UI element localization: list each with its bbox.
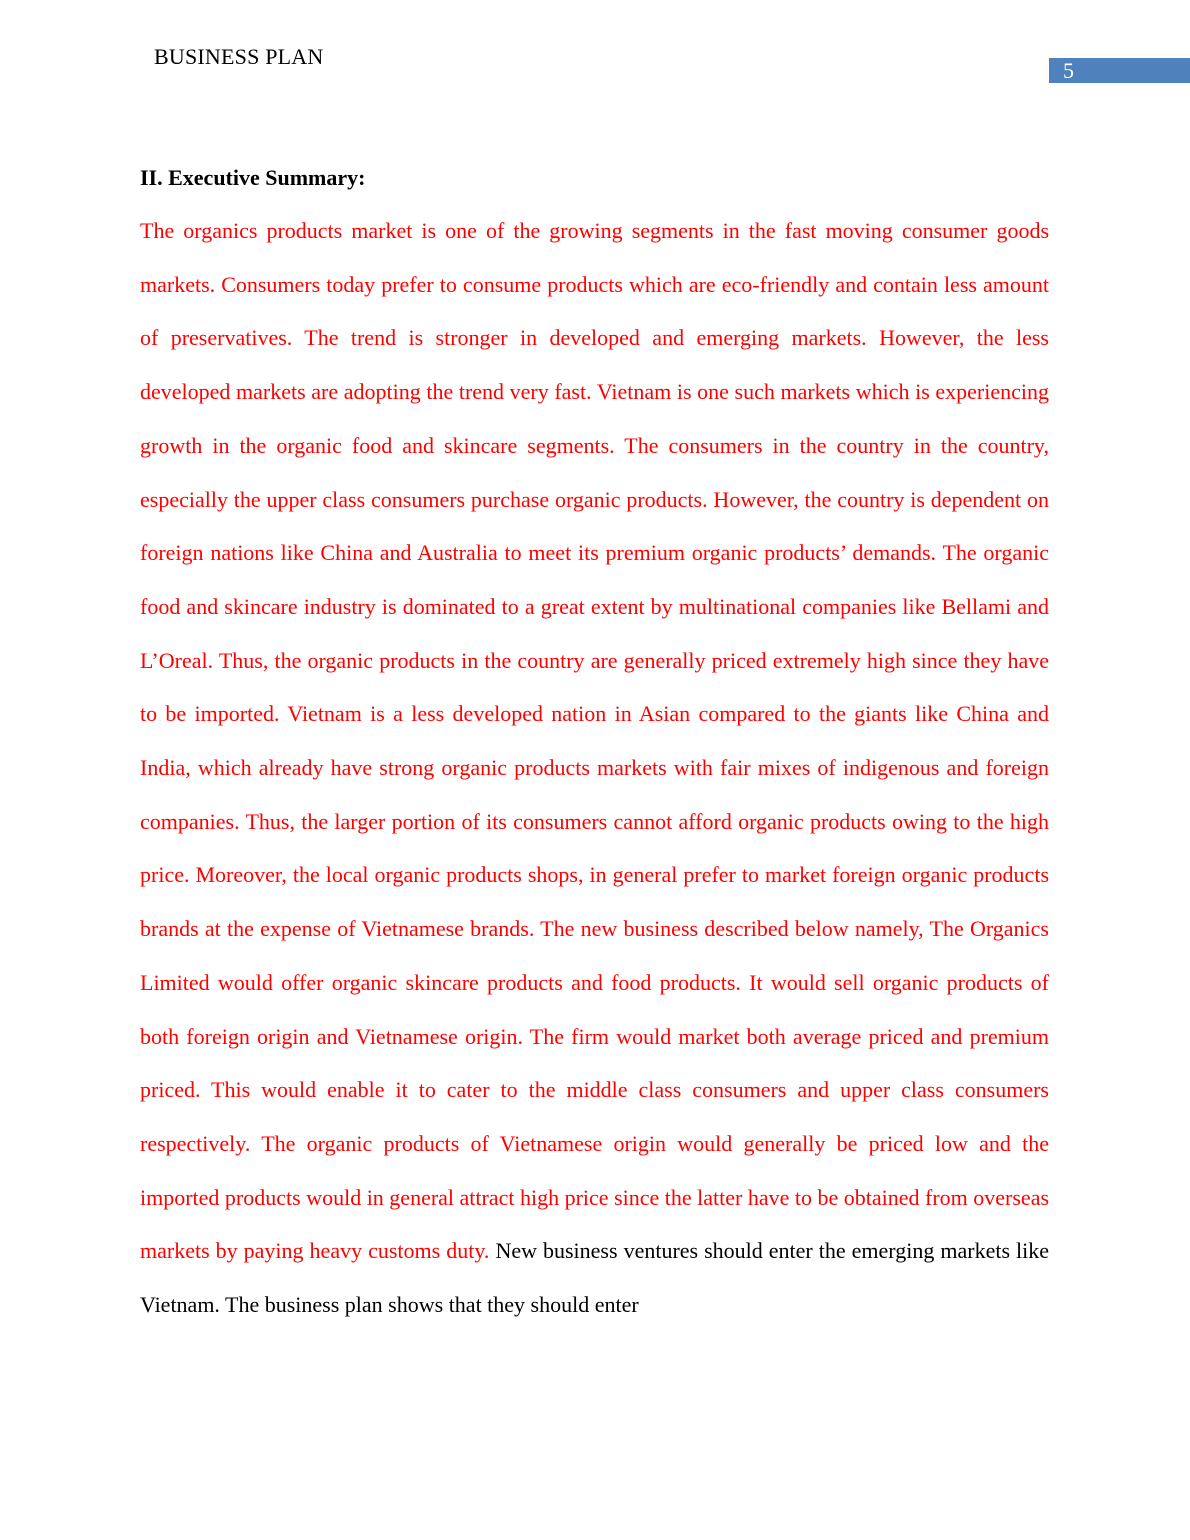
highlighted-text: The organics products market is one of the growing segments in the fast moving consumer goods markets. Consumers today prefer to consume products which are eco-friendly and contain less amount of preservatives. The trend is stronger in developed and emerging markets. However, the less developed markets are adopting the trend very fast. Vietnam is one such markets which is experiencing growth in the organic food and skincare segments. The consumers in the country in the country, especially the upper class consumers purchase organic products. However, the country is dependent on foreign nations like China and Australia to meet its premium organic products’ demands. The organic food and skincare industry is dominated to a great extent by multinational companies like Bellami and L’Oreal. Thus, the organic products in the country are generally priced extremely high since they have to be imported. Vietnam is a less developed nation in Asian compared to the giants like China and India, which already have strong organic products markets with fair mixes of indigenous and foreign companies. Thus, the larger portion of its consumers cannot afford organic products owing to the high price. Moreover, the local organic products shops, in general prefer to market foreign organic products brands at the expense of Vietnamese brands. The new business described below namely, The Organics Limited would offer organic skincare products and food products. It would sell organic products of both foreign origin and Vietnamese origin. The firm would market both average priced and premium priced. This would enable it to cater to the middle class consumers and upper class consumers respectively. The organic products of Vietnamese origin would generally be priced low and the imported products would in general attract high price since the latter have to be obtained from overseas markets by paying heavy customs duty. bbox=[140, 218, 1050, 1264]
page-number-box bbox=[1049, 58, 1190, 83]
executive-summary-paragraph bbox=[140, 204, 1049, 1332]
section-heading: II. Executive Summary: bbox=[140, 165, 366, 190]
running-header: BUSINESS PLAN bbox=[154, 44, 324, 69]
page-number: 5 bbox=[1063, 58, 1074, 83]
regular-text: New business ventures should enter the emerging markets like Vietnam. The business plan shows that they should enter bbox=[140, 1238, 1050, 1318]
